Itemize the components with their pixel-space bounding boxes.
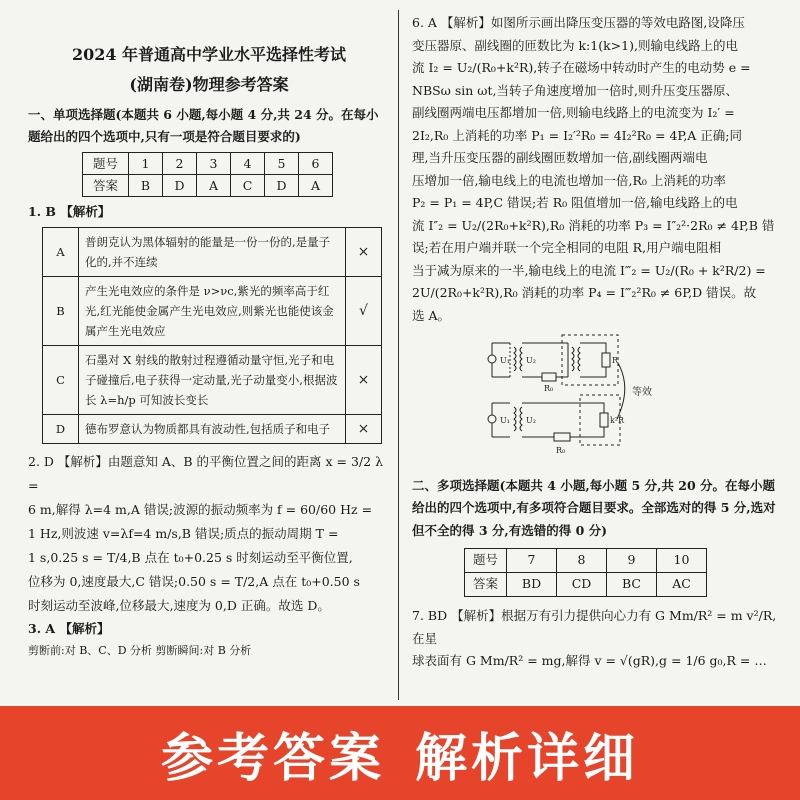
text-line: 误;若在用户端并联一个完全相同的电阻 R,用户端电阻相 bbox=[412, 240, 722, 255]
table-cell: 9 bbox=[607, 549, 657, 573]
text-line: 2I₂,R₀ 上消耗的功率 P₁ = I₂′²R₀ = 4I₂²R₀ = 4P,A 正确;同 bbox=[412, 127, 742, 143]
exam-subtitle: (湖南卷)物理参考答案 bbox=[129, 75, 289, 94]
coil-icon bbox=[578, 347, 580, 371]
label-r: R bbox=[612, 356, 619, 365]
label-r0: R₀ bbox=[556, 446, 566, 455]
option-mark: × bbox=[346, 228, 382, 277]
transformer-circuit-diagram bbox=[482, 333, 732, 461]
table-cell: 6 bbox=[299, 153, 333, 175]
option-text: 石墨对 X 射线的散射过程遵循动量守恒,光子和电子碰撞后,电子获得一定动量,光子动量变小,根据波长 λ=h/p 可知波长变长 bbox=[79, 346, 346, 415]
text-line: 6 m,解得 λ=4 m,A 错误;波源的振动频率为 f = 60/60 Hz = bbox=[28, 502, 373, 517]
coil-icon bbox=[572, 347, 574, 371]
table-cell: D bbox=[265, 175, 299, 197]
q1-heading: 1. B 【解析】 bbox=[28, 204, 111, 219]
option-mark: × bbox=[346, 415, 382, 444]
text-line: NBSω sin ωt,当转子角速度增加一倍时,则升压变压器原、 bbox=[412, 82, 738, 98]
text-line: 副线圈两端电压都增加一倍,则输电线路上的电流变为 I₂′ = bbox=[412, 105, 735, 120]
table-row bbox=[43, 346, 382, 415]
table-cell: CD bbox=[557, 573, 607, 597]
table-cell: 4 bbox=[231, 153, 265, 175]
table-cell: 8 bbox=[557, 549, 607, 573]
text-line: 6. A 【解析】如图所示画出降压变压器的等效电路图,设降压 bbox=[412, 15, 745, 30]
section-2-heading: 二、多项选择题(本题共 4 小题,每小题 5 分,共 20 分。在每小题给出的四个选项中,有多项符合题目要求。全部选对的得 5 分,选对但不全的得 3 分,有选错的得 0 分) bbox=[412, 477, 776, 538]
label-k2r: k²R bbox=[610, 416, 625, 425]
option-text: 普朗克认为黑体辐射的能量是一份一份的,是量子化的,并不连续 bbox=[79, 228, 346, 277]
coil-icon bbox=[514, 407, 516, 431]
option-key: B bbox=[43, 277, 79, 346]
table-cell: BD bbox=[507, 573, 557, 597]
option-key: D bbox=[43, 415, 79, 444]
exam-title: 2024 年普通高中学业水平选择性考试 bbox=[71, 45, 347, 64]
table-cell: A bbox=[299, 175, 333, 197]
text-line: 7. BD 【解析】根据万有引力提供向心力有 G Mm/R² = m v²/R,在星 bbox=[412, 608, 777, 646]
table-row bbox=[43, 415, 382, 444]
text-line: 时刻运动至波峰,位移最大,速度为 0,D 正确。故选 D。 bbox=[28, 598, 330, 613]
resistor-icon bbox=[542, 373, 556, 381]
q2-explanation bbox=[28, 450, 390, 618]
table-cell: 3 bbox=[197, 153, 231, 175]
coil-icon bbox=[520, 347, 522, 371]
table-cell: A bbox=[197, 175, 231, 197]
table-header-answer: 答案 bbox=[83, 175, 129, 197]
text-line: 1 Hz,则波速 v=λf=4 m/s,B 错误;质点的振动周期 T = bbox=[28, 526, 339, 541]
banner-right-text: 解析详细 bbox=[415, 728, 640, 789]
table-row bbox=[43, 277, 382, 346]
table-row bbox=[43, 228, 382, 277]
right-column bbox=[412, 12, 782, 673]
text-line: 2U/(2R₀+k²R),R₀ 消耗的功率 P₄ = I‴₂²R₀ ≠ 6P,D 错误。故 bbox=[412, 285, 757, 300]
single-choice-answer-table bbox=[82, 152, 333, 197]
ac-source-icon bbox=[488, 355, 496, 363]
q3-subtext: 剪断前:对 B、C、D 分析 剪断瞬间:对 B 分析 bbox=[28, 644, 252, 657]
option-text: 德布罗意认为物质都具有波动性,包括质子和电子 bbox=[79, 415, 346, 444]
table-cell: D bbox=[163, 175, 197, 197]
text-line: 理,当升压变压器的副线圈匝数增加一倍,副线圈两端电 bbox=[412, 150, 708, 165]
label-u1: U₁ bbox=[500, 356, 510, 365]
text-line: 2. D 【解析】由题意知 A、B 的平衡位置之间的距离 x = 3/2 λ = bbox=[28, 454, 384, 493]
section-1-heading: 一、单项选择题(本题共 6 小题,每小题 4 分,共 24 分。在每小题给出的四个选项中,只有一项是符合题目要求的) bbox=[28, 107, 379, 144]
resistor-icon bbox=[554, 433, 570, 441]
table-header-number: 题号 bbox=[83, 153, 129, 175]
table-cell: 10 bbox=[657, 549, 707, 573]
label-r0: R₀ bbox=[544, 384, 554, 393]
table-cell: AC bbox=[657, 573, 707, 597]
text-line: 位移为 0,速度最大,C 错误;0.50 s = T/2,A 点在 t₀+0.50 s bbox=[28, 574, 360, 589]
label-u2: U₂ bbox=[526, 356, 536, 365]
coil-icon bbox=[514, 347, 516, 371]
table-cell: 1 bbox=[129, 153, 163, 175]
left-column bbox=[28, 42, 390, 662]
column-divider bbox=[398, 10, 399, 700]
promo-banner bbox=[0, 706, 800, 800]
table-cell: 7 bbox=[507, 549, 557, 573]
option-text: 产生光电效应的条件是 ν>νc,紫光的频率高于红光,红光能使金属产生光电效应,则紫光也能使该金属产生光电效应 bbox=[79, 277, 346, 346]
text-line: 选 A。 bbox=[412, 307, 451, 323]
q6-explanation bbox=[412, 12, 782, 327]
text-line: 1 s,0.25 s = T/4,B 点在 t₀+0.25 s 时刻运动至平衡位置, bbox=[28, 550, 353, 565]
q7-explanation bbox=[412, 605, 782, 673]
text-line: 当于减为原来的一半,输电线上的电流 I‴₂ = U₂/(R₀ + k²R/2) = bbox=[412, 262, 766, 278]
label-equiv: 等效 bbox=[632, 387, 652, 398]
multi-choice-answer-table bbox=[464, 548, 707, 597]
text-line: 球表面有 G Mm/R² = mg,解得 v = √(gR),g = 1/6 g₀,R = … bbox=[412, 653, 767, 668]
text-line: 压增加一倍,输电线上的电流也增加一倍,R₀ 上消耗的功率 bbox=[412, 172, 726, 188]
resistor-icon bbox=[600, 413, 608, 427]
banner-text bbox=[161, 716, 639, 791]
text-line: P₂ = P₁ = 4P,C 错误;若 R₀ 阻值增加一倍,输电线路上的电 bbox=[412, 195, 738, 210]
table-header-number: 题号 bbox=[465, 549, 507, 573]
label-u2: U₂ bbox=[526, 416, 536, 425]
option-key: A bbox=[43, 228, 79, 277]
q1-option-table bbox=[42, 227, 382, 444]
option-key: C bbox=[43, 346, 79, 415]
label-u1: U₁ bbox=[500, 416, 510, 425]
resistor-icon bbox=[602, 353, 610, 367]
coil-icon bbox=[520, 407, 522, 431]
option-mark: √ bbox=[346, 277, 382, 346]
text-line: 流 I₂ = U₂/(R₀+k²R),转子在磁场中转动时产生的电动势 e = bbox=[412, 60, 751, 75]
text-line: 流 I″₂ = U₂/(2R₀+k²R),R₀ 消耗的功率 P₃ = I″₂²·2R₀ ≠ 4P,B 错 bbox=[412, 217, 775, 233]
table-cell: BC bbox=[607, 573, 657, 597]
table-cell: 2 bbox=[163, 153, 197, 175]
banner-left-text: 参考答案 bbox=[160, 728, 385, 789]
table-cell: 5 bbox=[265, 153, 299, 175]
table-header-answer: 答案 bbox=[465, 573, 507, 597]
table-cell: C bbox=[231, 175, 265, 197]
option-mark: × bbox=[346, 346, 382, 415]
text-line: 变压器原、副线圈的匝数比为 k:1(k>1),则输电线路上的电 bbox=[412, 37, 738, 53]
q3-heading: 3. A 【解析】 bbox=[28, 621, 110, 636]
table-cell: B bbox=[129, 175, 163, 197]
ac-source-icon bbox=[488, 415, 496, 423]
